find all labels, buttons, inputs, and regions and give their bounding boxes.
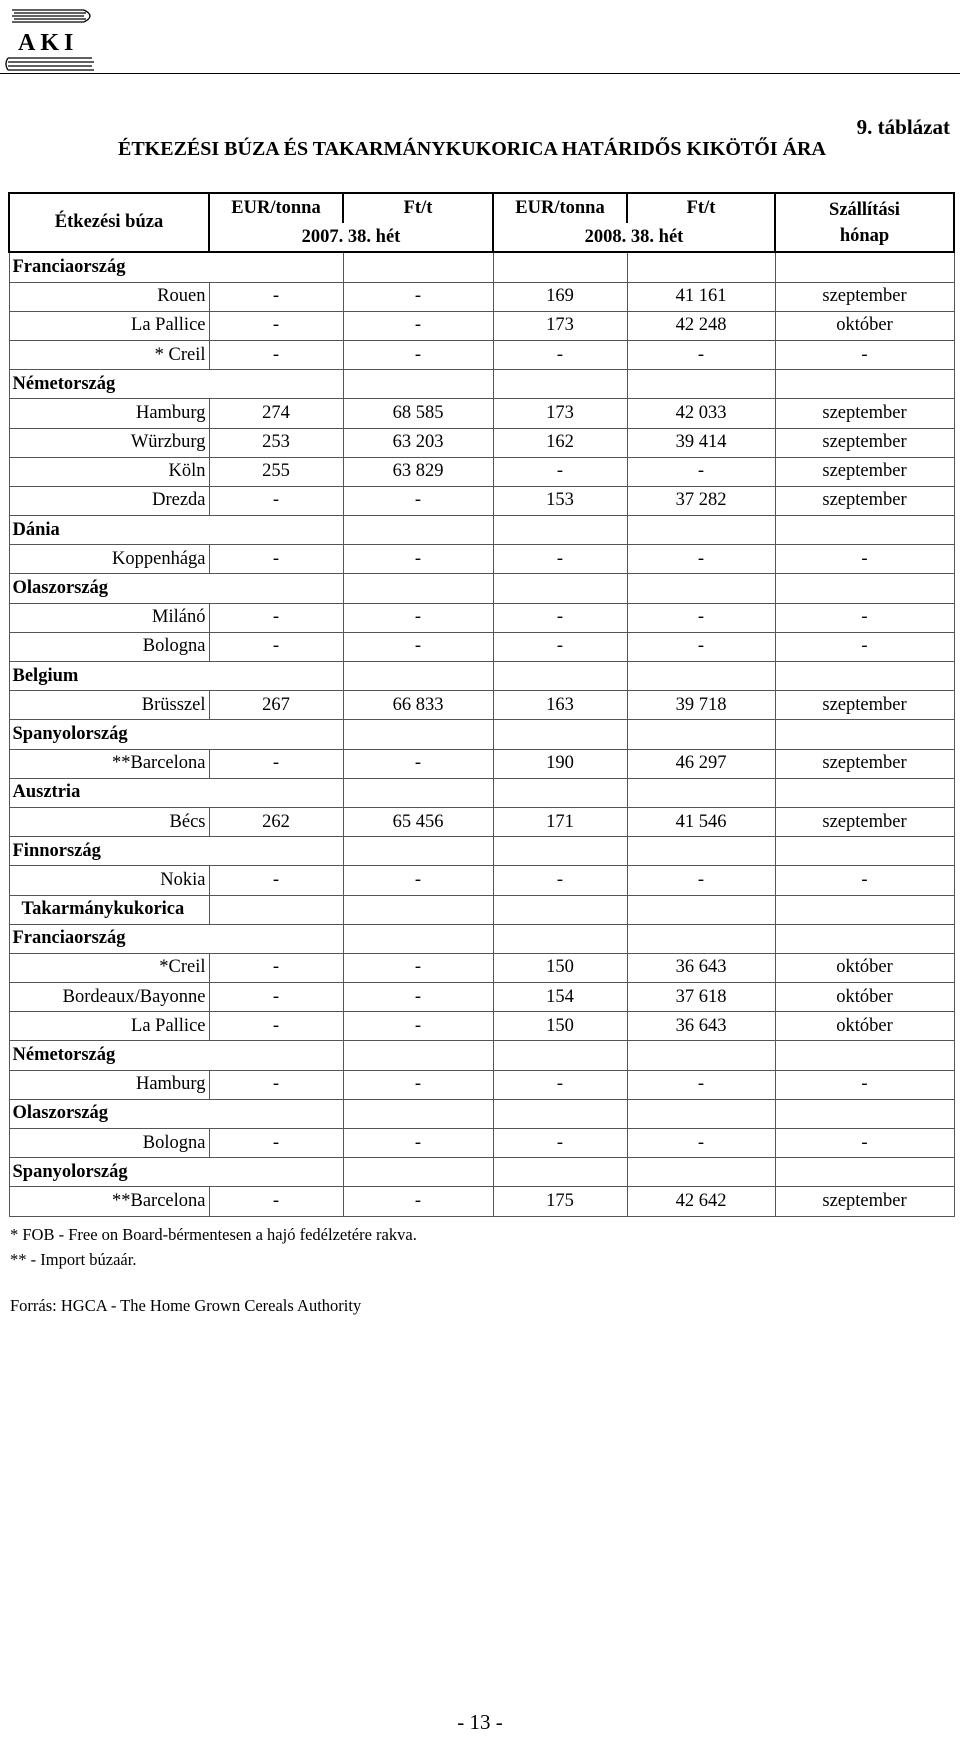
empty-cell	[775, 837, 954, 866]
section-label: Takarmánykukorica	[9, 895, 209, 924]
delivery-month: szeptember	[775, 428, 954, 457]
empty-cell	[493, 924, 627, 953]
empty-cell	[775, 924, 954, 953]
country-row	[9, 1099, 954, 1128]
empty-cell	[627, 1041, 775, 1070]
price-2007-huf: -	[343, 545, 493, 574]
country-label: Németország	[9, 1041, 209, 1070]
empty-cell	[627, 778, 775, 807]
port-name: Milánó	[9, 603, 209, 632]
price-2007-eur: -	[209, 953, 343, 982]
country-label: Olaszország	[9, 1099, 209, 1128]
empty-cell	[493, 837, 627, 866]
price-2007-eur: -	[209, 1070, 343, 1099]
empty-cell	[627, 516, 775, 545]
empty-cell	[775, 895, 954, 924]
empty-cell	[209, 778, 343, 807]
country-row	[9, 516, 954, 545]
empty-cell	[343, 1041, 493, 1070]
empty-cell	[209, 924, 343, 953]
empty-cell	[493, 720, 627, 749]
empty-cell	[343, 1158, 493, 1187]
country-row	[9, 720, 954, 749]
empty-cell	[775, 778, 954, 807]
price-2008-huf: -	[627, 632, 775, 661]
port-name: La Pallice	[9, 311, 209, 340]
empty-cell	[775, 370, 954, 399]
country-row	[9, 778, 954, 807]
price-2008-huf: 37 282	[627, 486, 775, 515]
price-2007-huf: -	[343, 1012, 493, 1041]
port-name: Köln	[9, 457, 209, 486]
price-2007-huf: -	[343, 953, 493, 982]
delivery-month: szeptember	[775, 691, 954, 720]
table-row	[9, 1129, 954, 1158]
empty-cell	[209, 837, 343, 866]
empty-cell	[775, 1041, 954, 1070]
price-2007-eur: -	[209, 340, 343, 369]
delivery-month: október	[775, 983, 954, 1012]
price-2008-eur: 175	[493, 1187, 627, 1216]
price-2007-huf: 63 829	[343, 457, 493, 486]
price-2007-eur: -	[209, 603, 343, 632]
delivery-line2: hónap	[839, 225, 890, 246]
price-2008-eur: 162	[493, 428, 627, 457]
empty-cell	[627, 252, 775, 282]
aki-logo	[4, 4, 104, 76]
header-period1: 2007. 38. hét	[209, 223, 493, 253]
price-2008-huf: -	[627, 1129, 775, 1158]
table-row	[9, 632, 954, 661]
price-2007-huf: 66 833	[343, 691, 493, 720]
empty-cell	[343, 370, 493, 399]
price-2008-eur: 150	[493, 953, 627, 982]
header-col3: EUR/tonna	[493, 193, 627, 223]
country-label: Spanyolország	[9, 1158, 209, 1187]
header-period2: 2008. 38. hét	[493, 223, 775, 253]
price-2007-eur: 262	[209, 807, 343, 836]
price-2007-huf: -	[343, 1187, 493, 1216]
port-name: Hamburg	[9, 1070, 209, 1099]
table-row	[9, 311, 954, 340]
country-label: Finnország	[9, 837, 209, 866]
price-2008-huf: 41 161	[627, 282, 775, 311]
table-row	[9, 428, 954, 457]
port-name: Rouen	[9, 282, 209, 311]
country-label: Belgium	[9, 662, 209, 691]
empty-cell	[343, 924, 493, 953]
price-2007-eur: 267	[209, 691, 343, 720]
price-2008-eur: -	[493, 340, 627, 369]
port-name: *Creil	[9, 953, 209, 982]
price-2007-huf: 63 203	[343, 428, 493, 457]
table-row	[9, 749, 954, 778]
price-2007-huf: -	[343, 1070, 493, 1099]
empty-cell	[343, 662, 493, 691]
empty-cell	[343, 574, 493, 603]
price-2007-eur: -	[209, 866, 343, 895]
price-2008-huf: -	[627, 866, 775, 895]
price-2007-eur: 255	[209, 457, 343, 486]
port-name: * Creil	[9, 340, 209, 369]
price-2008-huf: 42 248	[627, 311, 775, 340]
table-row	[9, 340, 954, 369]
empty-cell	[493, 252, 627, 282]
price-2007-huf: -	[343, 603, 493, 632]
price-2007-huf: 65 456	[343, 807, 493, 836]
port-name: Würzburg	[9, 428, 209, 457]
empty-cell	[343, 720, 493, 749]
price-2008-huf: -	[627, 603, 775, 632]
country-label: Dánia	[9, 516, 209, 545]
empty-cell	[493, 778, 627, 807]
price-2007-huf: -	[343, 983, 493, 1012]
table-row	[9, 545, 954, 574]
price-2007-eur: -	[209, 1187, 343, 1216]
delivery-month: -	[775, 603, 954, 632]
price-2008-eur: 163	[493, 691, 627, 720]
table-row	[9, 953, 954, 982]
price-2007-huf: -	[343, 866, 493, 895]
delivery-month: szeptember	[775, 486, 954, 515]
country-row	[9, 924, 954, 953]
price-2008-huf: 46 297	[627, 749, 775, 778]
port-name: Bordeaux/Bayonne	[9, 983, 209, 1012]
price-2008-eur: -	[493, 457, 627, 486]
price-2007-eur: -	[209, 311, 343, 340]
port-name: Nokia	[9, 866, 209, 895]
price-2008-eur: 154	[493, 983, 627, 1012]
empty-cell	[627, 1158, 775, 1187]
page-number: - 13 -	[457, 1710, 503, 1734]
empty-cell	[209, 1041, 343, 1070]
price-2007-eur: -	[209, 1129, 343, 1158]
price-2008-eur: -	[493, 1070, 627, 1099]
price-2008-eur: -	[493, 866, 627, 895]
table-row	[9, 866, 954, 895]
price-2008-huf: 36 643	[627, 1012, 775, 1041]
empty-cell	[493, 574, 627, 603]
country-row	[9, 662, 954, 691]
price-2008-huf: 42 642	[627, 1187, 775, 1216]
price-2007-huf: -	[343, 486, 493, 515]
empty-cell	[493, 1158, 627, 1187]
table-row	[9, 486, 954, 515]
header-col4: Ft/t	[627, 193, 775, 223]
price-2007-eur: -	[209, 1012, 343, 1041]
source-note: Forrás: HGCA - The Home Grown Cereals Authority	[10, 1296, 362, 1315]
price-2008-eur: -	[493, 545, 627, 574]
port-name: Bologna	[9, 1129, 209, 1158]
empty-cell	[343, 778, 493, 807]
delivery-month: október	[775, 953, 954, 982]
empty-cell	[493, 895, 627, 924]
delivery-month: szeptember	[775, 749, 954, 778]
empty-cell	[775, 1099, 954, 1128]
logo-text: AKI	[18, 30, 79, 56]
empty-cell	[209, 1158, 343, 1187]
port-name: Hamburg	[9, 399, 209, 428]
price-2007-huf: -	[343, 282, 493, 311]
empty-cell	[209, 895, 343, 924]
empty-cell	[627, 1099, 775, 1128]
table-row	[9, 1012, 954, 1041]
price-2007-eur: -	[209, 632, 343, 661]
price-2008-eur: 171	[493, 807, 627, 836]
empty-cell	[209, 1099, 343, 1128]
header-row-units	[9, 193, 954, 223]
price-table	[8, 192, 955, 1217]
price-2008-huf: 41 546	[627, 807, 775, 836]
price-2008-eur: 173	[493, 399, 627, 428]
price-2008-huf: 42 033	[627, 399, 775, 428]
footnote-import: ** - Import búzaár.	[10, 1250, 137, 1269]
footnote-fob: * FOB - Free on Board-bérmentesen a hajó fedélzetére rakva.	[10, 1225, 417, 1244]
price-2007-huf: -	[343, 632, 493, 661]
empty-cell	[627, 837, 775, 866]
empty-cell	[775, 516, 954, 545]
delivery-month: -	[775, 1129, 954, 1158]
empty-cell	[493, 370, 627, 399]
price-2007-huf: -	[343, 340, 493, 369]
empty-cell	[209, 516, 343, 545]
empty-cell	[493, 1099, 627, 1128]
empty-cell	[627, 924, 775, 953]
price-2008-eur: 150	[493, 1012, 627, 1041]
empty-cell	[343, 837, 493, 866]
price-2007-eur: -	[209, 749, 343, 778]
page-title: ÉTKEZÉSI BÚZA ÉS TAKARMÁNYKUKORICA HATÁRIDŐS KIKÖTŐI ÁRA	[118, 138, 826, 160]
empty-cell	[775, 1158, 954, 1187]
table-row	[9, 983, 954, 1012]
delivery-month: október	[775, 311, 954, 340]
empty-cell	[627, 895, 775, 924]
country-label: Franciaország	[9, 924, 209, 953]
price-2008-huf: 39 414	[627, 428, 775, 457]
price-2008-huf: -	[627, 1070, 775, 1099]
delivery-month: szeptember	[775, 1187, 954, 1216]
empty-cell	[775, 720, 954, 749]
table-row	[9, 1187, 954, 1216]
delivery-month: szeptember	[775, 807, 954, 836]
delivery-month: -	[775, 632, 954, 661]
empty-cell	[343, 252, 493, 282]
empty-cell	[209, 252, 343, 282]
empty-cell	[209, 370, 343, 399]
empty-cell	[493, 662, 627, 691]
price-2007-huf: -	[343, 311, 493, 340]
price-2008-huf: -	[627, 340, 775, 369]
price-2007-huf: -	[343, 749, 493, 778]
price-2007-eur: 274	[209, 399, 343, 428]
delivery-line1: Szállítási	[829, 199, 900, 220]
port-name: Bécs	[9, 807, 209, 836]
delivery-month: szeptember	[775, 282, 954, 311]
country-label: Németország	[9, 370, 209, 399]
empty-cell	[627, 662, 775, 691]
empty-cell	[343, 895, 493, 924]
table-row	[9, 603, 954, 632]
price-2008-huf: 36 643	[627, 953, 775, 982]
country-label: Spanyolország	[9, 720, 209, 749]
port-name: Koppenhága	[9, 545, 209, 574]
empty-cell	[775, 662, 954, 691]
delivery-month: -	[775, 340, 954, 369]
country-label: Ausztria	[9, 778, 209, 807]
price-2008-eur: 153	[493, 486, 627, 515]
country-row	[9, 1041, 954, 1070]
price-2008-huf: -	[627, 457, 775, 486]
port-name: Drezda	[9, 486, 209, 515]
table-row	[9, 807, 954, 836]
empty-cell	[493, 516, 627, 545]
delivery-month: szeptember	[775, 457, 954, 486]
empty-cell	[627, 720, 775, 749]
price-2008-eur: -	[493, 632, 627, 661]
price-2008-huf: 37 618	[627, 983, 775, 1012]
price-2008-huf: -	[627, 545, 775, 574]
port-name: Bologna	[9, 632, 209, 661]
empty-cell	[209, 574, 343, 603]
port-name: Brüsszel	[9, 691, 209, 720]
table-row	[9, 457, 954, 486]
empty-cell	[775, 252, 954, 282]
port-name: **Barcelona	[9, 749, 209, 778]
delivery-month: -	[775, 1070, 954, 1099]
empty-cell	[343, 1099, 493, 1128]
price-2008-eur: 169	[493, 282, 627, 311]
empty-cell	[627, 574, 775, 603]
empty-cell	[627, 370, 775, 399]
header-row-label: Étkezési búza	[9, 193, 209, 252]
table-row	[9, 691, 954, 720]
delivery-month: szeptember	[775, 399, 954, 428]
price-2007-eur: 253	[209, 428, 343, 457]
header-rule	[0, 73, 960, 74]
empty-cell	[775, 574, 954, 603]
country-row	[9, 574, 954, 603]
country-row	[9, 1158, 954, 1187]
empty-cell	[343, 516, 493, 545]
table-number: 9. táblázat	[856, 115, 950, 139]
country-label: Olaszország	[9, 574, 209, 603]
table-row	[9, 1070, 954, 1099]
table-row	[9, 399, 954, 428]
delivery-month: -	[775, 866, 954, 895]
header-col2: Ft/t	[343, 193, 493, 223]
port-name: La Pallice	[9, 1012, 209, 1041]
price-2007-eur: -	[209, 983, 343, 1012]
empty-cell	[209, 662, 343, 691]
price-2007-eur: -	[209, 486, 343, 515]
country-row	[9, 837, 954, 866]
price-2008-eur: -	[493, 1129, 627, 1158]
table-row	[9, 282, 954, 311]
price-table-body	[9, 193, 954, 1216]
price-2008-eur: 173	[493, 311, 627, 340]
port-name: **Barcelona	[9, 1187, 209, 1216]
footnotes	[10, 1222, 417, 1272]
price-2008-eur: 190	[493, 749, 627, 778]
price-2007-huf: -	[343, 1129, 493, 1158]
price-2008-huf: 39 718	[627, 691, 775, 720]
empty-cell	[493, 1041, 627, 1070]
empty-cell	[209, 720, 343, 749]
header-col1: EUR/tonna	[209, 193, 343, 223]
price-2007-eur: -	[209, 545, 343, 574]
delivery-month: -	[775, 545, 954, 574]
delivery-month: október	[775, 1012, 954, 1041]
price-2008-eur: -	[493, 603, 627, 632]
country-label: Franciaország	[9, 252, 209, 282]
section-row	[9, 895, 954, 924]
country-row	[9, 370, 954, 399]
price-2007-eur: -	[209, 282, 343, 311]
country-row	[9, 252, 954, 282]
header-delivery-month	[775, 193, 954, 252]
price-2007-huf: 68 585	[343, 399, 493, 428]
